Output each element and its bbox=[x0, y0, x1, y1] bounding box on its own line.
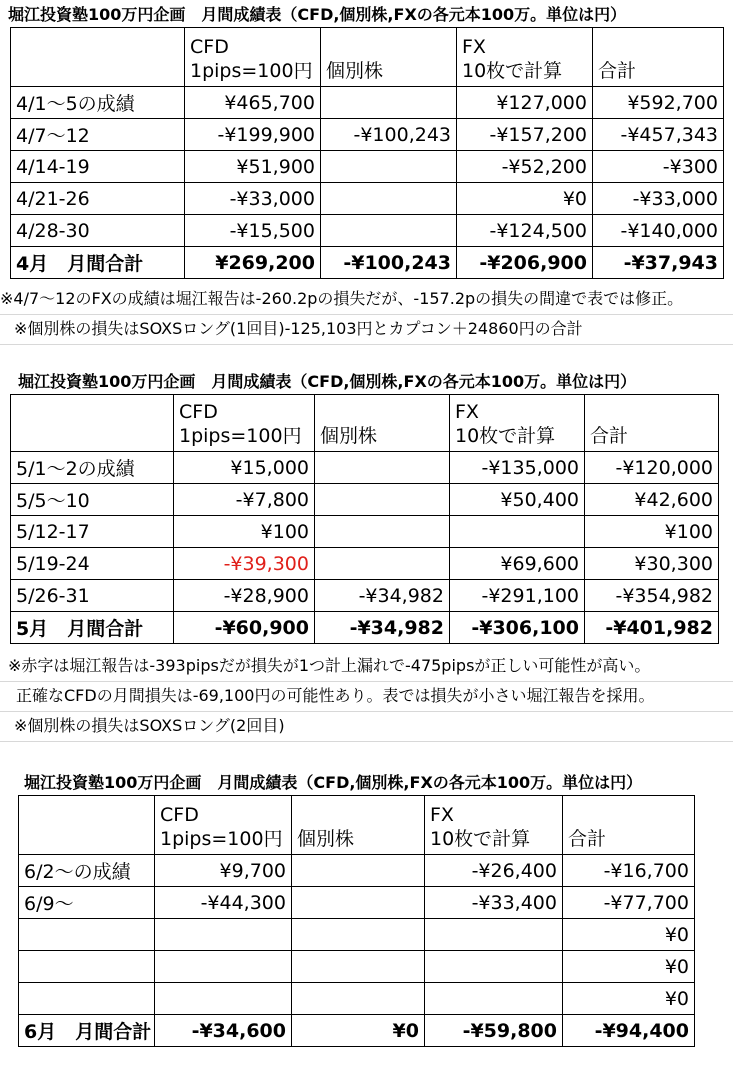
april-value-cell[interactable]: ¥0 bbox=[457, 183, 593, 215]
may-header-cell bbox=[585, 395, 719, 452]
may-title: 堀江投資塾100万円企画 月間成績表（CFD,個別株,FXの各元本100万。単位は円） bbox=[18, 372, 637, 391]
april-period-cell[interactable]: 4/21-26 bbox=[11, 183, 185, 215]
may-header-cell bbox=[11, 395, 174, 452]
may-total-value[interactable]: -¥60,900 bbox=[174, 612, 315, 644]
april-period-cell[interactable]: 4/28-30 bbox=[11, 215, 185, 247]
may-value-cell[interactable] bbox=[315, 484, 450, 516]
june-header-text: 1pips=100円 bbox=[160, 828, 283, 850]
april-value-cell[interactable]: -¥124,500 bbox=[457, 215, 593, 247]
april-value-cell[interactable]: -¥33,000 bbox=[185, 183, 321, 215]
may-table-row bbox=[11, 484, 719, 516]
june-period-cell[interactable] bbox=[19, 983, 155, 1015]
april-value-cell[interactable]: ¥465,700 bbox=[185, 87, 321, 119]
may-table-row bbox=[11, 548, 719, 580]
june-total-value[interactable]: ¥0 bbox=[292, 1015, 425, 1047]
june-period-cell[interactable]: 6/9～ bbox=[19, 887, 155, 919]
april-value-cell[interactable]: -¥199,900 bbox=[185, 119, 321, 151]
april-value-cell[interactable]: -¥457,343 bbox=[593, 119, 724, 151]
april-header-cell bbox=[185, 28, 321, 87]
may-value-cell[interactable]: ¥100 bbox=[174, 516, 315, 548]
june-header-cell bbox=[425, 796, 563, 855]
june-period-cell[interactable] bbox=[19, 951, 155, 983]
april-header-row bbox=[11, 28, 724, 87]
april-value-cell[interactable]: ¥127,000 bbox=[457, 87, 593, 119]
may-total-value[interactable]: -¥34,982 bbox=[315, 612, 450, 644]
june-value-cell[interactable]: ¥0 bbox=[563, 951, 695, 983]
june-value-cell[interactable] bbox=[425, 951, 563, 983]
june-table-row bbox=[19, 919, 695, 951]
may-period-cell[interactable]: 5/26-31 bbox=[11, 580, 174, 612]
may-period-cell[interactable]: 5/12-17 bbox=[11, 516, 174, 548]
may-header-cell bbox=[450, 395, 585, 452]
may-table-row bbox=[11, 452, 719, 484]
may-period-cell[interactable]: 5/1～2の成績 bbox=[11, 452, 174, 484]
april-value-cell[interactable]: ¥592,700 bbox=[593, 87, 724, 119]
april-value-cell[interactable] bbox=[321, 151, 457, 183]
june-header-cell bbox=[155, 796, 292, 855]
april-value-cell[interactable]: -¥157,200 bbox=[457, 119, 593, 151]
april-table-row bbox=[11, 215, 724, 247]
may-total-label[interactable]: 5月 月間合計 bbox=[11, 612, 174, 644]
april-note-1: ※4/7～12のFXの成績は堀江報告は-260.2pの損失だが、-157.2pの損失の間違で表では修正。 bbox=[0, 284, 733, 315]
may-table bbox=[10, 394, 719, 644]
april-value-cell[interactable]: -¥33,000 bbox=[593, 183, 724, 215]
may-header-text: 合計 bbox=[590, 425, 629, 447]
april-header-text: 10枚で計算 bbox=[462, 60, 563, 82]
may-table-row bbox=[11, 580, 719, 612]
june-value-cell[interactable]: -¥33,400 bbox=[425, 887, 563, 919]
june-table-row bbox=[19, 855, 695, 887]
may-value-cell[interactable]: -¥34,982 bbox=[315, 580, 450, 612]
may-value-cell[interactable]: -¥39,300 bbox=[174, 548, 315, 580]
june-header-text: 10枚で計算 bbox=[430, 828, 531, 850]
april-value-cell[interactable]: -¥52,200 bbox=[457, 151, 593, 183]
may-value-cell[interactable]: ¥42,600 bbox=[585, 484, 719, 516]
april-table-row bbox=[11, 183, 724, 215]
may-value-cell[interactable]: -¥120,000 bbox=[585, 452, 719, 484]
april-total-row bbox=[11, 247, 724, 279]
april-period-cell[interactable]: 4/14-19 bbox=[11, 151, 185, 183]
june-total-value[interactable]: -¥94,400 bbox=[563, 1015, 695, 1047]
june-value-cell[interactable]: -¥44,300 bbox=[155, 887, 292, 919]
june-header-row bbox=[19, 796, 695, 855]
april-value-cell[interactable]: ¥51,900 bbox=[185, 151, 321, 183]
may-total-value[interactable]: -¥401,982 bbox=[585, 612, 719, 644]
may-value-cell[interactable]: ¥15,000 bbox=[174, 452, 315, 484]
june-total-row bbox=[19, 1015, 695, 1047]
june-table-row bbox=[19, 887, 695, 919]
may-value-cell[interactable]: -¥291,100 bbox=[450, 580, 585, 612]
april-header-cell bbox=[457, 28, 593, 87]
may-table-row bbox=[11, 516, 719, 548]
june-header-text: CFD bbox=[160, 804, 199, 826]
may-value-cell[interactable] bbox=[450, 516, 585, 548]
may-value-cell[interactable]: -¥28,900 bbox=[174, 580, 315, 612]
april-table-row bbox=[11, 119, 724, 151]
june-total-label[interactable]: 6月 月間合計 bbox=[19, 1015, 155, 1047]
april-header-cell bbox=[11, 28, 185, 87]
april-value-cell[interactable]: -¥100,243 bbox=[321, 119, 457, 151]
may-header-text: 10枚で計算 bbox=[455, 425, 556, 447]
june-value-cell[interactable] bbox=[292, 887, 425, 919]
june-value-cell[interactable] bbox=[155, 983, 292, 1015]
june-header-text: 個別株 bbox=[297, 828, 355, 850]
may-value-cell[interactable]: -¥7,800 bbox=[174, 484, 315, 516]
april-period-cell[interactable]: 4/7～12 bbox=[11, 119, 185, 151]
april-table-row bbox=[11, 87, 724, 119]
may-total-value[interactable]: -¥306,100 bbox=[450, 612, 585, 644]
may-header-cell bbox=[315, 395, 450, 452]
june-value-cell[interactable] bbox=[155, 951, 292, 983]
june-value-cell[interactable]: ¥9,700 bbox=[155, 855, 292, 887]
april-total-value[interactable]: -¥37,943 bbox=[593, 247, 724, 279]
june-value-cell[interactable] bbox=[292, 919, 425, 951]
april-header-text: 合計 bbox=[598, 60, 637, 82]
june-value-cell[interactable] bbox=[292, 983, 425, 1015]
april-value-cell[interactable] bbox=[321, 215, 457, 247]
may-value-cell[interactable] bbox=[315, 516, 450, 548]
may-header-text: 個別株 bbox=[320, 425, 378, 447]
june-value-cell[interactable]: ¥0 bbox=[563, 983, 695, 1015]
april-value-cell[interactable]: -¥140,000 bbox=[593, 215, 724, 247]
april-table-row bbox=[11, 151, 724, 183]
may-value-cell[interactable] bbox=[315, 548, 450, 580]
may-header-cell bbox=[174, 395, 315, 452]
april-value-cell[interactable] bbox=[321, 87, 457, 119]
june-header-text: FX bbox=[430, 804, 454, 826]
june-header-cell bbox=[19, 796, 155, 855]
april-header-text: 1pips=100円 bbox=[190, 60, 313, 82]
april-table bbox=[10, 27, 724, 279]
may-value-cell[interactable] bbox=[315, 452, 450, 484]
april-note-2: ※個別株の損失はSOXSロング(1回目)-125,103円とカプコン＋24860円の合計 bbox=[0, 314, 733, 345]
june-table bbox=[18, 795, 695, 1047]
may-note-3: ※個別株の損失はSOXSロング(2回目) bbox=[0, 711, 733, 742]
june-value-cell[interactable]: -¥16,700 bbox=[563, 855, 695, 887]
april-value-cell[interactable] bbox=[321, 183, 457, 215]
june-value-cell[interactable] bbox=[155, 919, 292, 951]
april-total-label[interactable]: 4月 月間合計 bbox=[11, 247, 185, 279]
may-value-cell[interactable]: ¥50,400 bbox=[450, 484, 585, 516]
may-value-cell[interactable]: ¥30,300 bbox=[585, 548, 719, 580]
may-period-cell[interactable]: 5/5～10 bbox=[11, 484, 174, 516]
may-header-row bbox=[11, 395, 719, 452]
april-title: 堀江投資塾100万円企画 月間成績表（CFD,個別株,FXの各元本100万。単位は円） bbox=[8, 5, 627, 24]
june-total-value[interactable]: -¥59,800 bbox=[425, 1015, 563, 1047]
may-value-cell[interactable]: ¥69,600 bbox=[450, 548, 585, 580]
april-value-cell[interactable]: -¥300 bbox=[593, 151, 724, 183]
april-period-cell[interactable]: 4/1～5の成績 bbox=[11, 87, 185, 119]
april-header-cell bbox=[593, 28, 724, 87]
may-note-2: 正確なCFDの月間損失は-69,100円の可能性あり。表では損失が小さい堀江報告を採用。 bbox=[0, 681, 733, 712]
june-value-cell[interactable] bbox=[292, 951, 425, 983]
june-header-text: 合計 bbox=[568, 828, 607, 850]
june-value-cell[interactable]: ¥0 bbox=[563, 919, 695, 951]
april-total-value[interactable]: -¥206,900 bbox=[457, 247, 593, 279]
may-total-row bbox=[11, 612, 719, 644]
june-header-cell bbox=[292, 796, 425, 855]
may-value-cell[interactable]: ¥100 bbox=[585, 516, 719, 548]
june-table-row bbox=[19, 983, 695, 1015]
may-header-text: FX bbox=[455, 401, 479, 423]
may-header-text: CFD bbox=[179, 401, 218, 423]
june-value-cell[interactable] bbox=[425, 983, 563, 1015]
june-total-value[interactable]: -¥34,600 bbox=[155, 1015, 292, 1047]
june-value-cell[interactable]: -¥26,400 bbox=[425, 855, 563, 887]
june-header-cell bbox=[563, 796, 695, 855]
april-header-text: CFD bbox=[190, 36, 229, 58]
june-value-cell[interactable]: -¥77,700 bbox=[563, 887, 695, 919]
may-value-cell[interactable]: -¥354,982 bbox=[585, 580, 719, 612]
may-value-cell[interactable]: -¥135,000 bbox=[450, 452, 585, 484]
april-header-text: 個別株 bbox=[326, 60, 384, 82]
june-value-cell[interactable] bbox=[292, 855, 425, 887]
june-table-row bbox=[19, 951, 695, 983]
april-header-cell bbox=[321, 28, 457, 87]
june-value-cell[interactable] bbox=[425, 919, 563, 951]
may-note-1: ※赤字は堀江報告は-393pipsだが損失が1つ計上漏れで-475pipsが正しい可能性が高い。 bbox=[0, 651, 733, 682]
june-period-cell[interactable] bbox=[19, 919, 155, 951]
may-period-cell[interactable]: 5/19-24 bbox=[11, 548, 174, 580]
june-period-cell[interactable]: 6/2～の成績 bbox=[19, 855, 155, 887]
april-total-value[interactable]: -¥100,243 bbox=[321, 247, 457, 279]
april-header-text: FX bbox=[462, 36, 486, 58]
may-header-text: 1pips=100円 bbox=[179, 425, 302, 447]
june-title: 堀江投資塾100万円企画 月間成績表（CFD,個別株,FXの各元本100万。単位は円） bbox=[24, 773, 643, 792]
april-total-value[interactable]: ¥269,200 bbox=[185, 247, 321, 279]
april-value-cell[interactable]: -¥15,500 bbox=[185, 215, 321, 247]
